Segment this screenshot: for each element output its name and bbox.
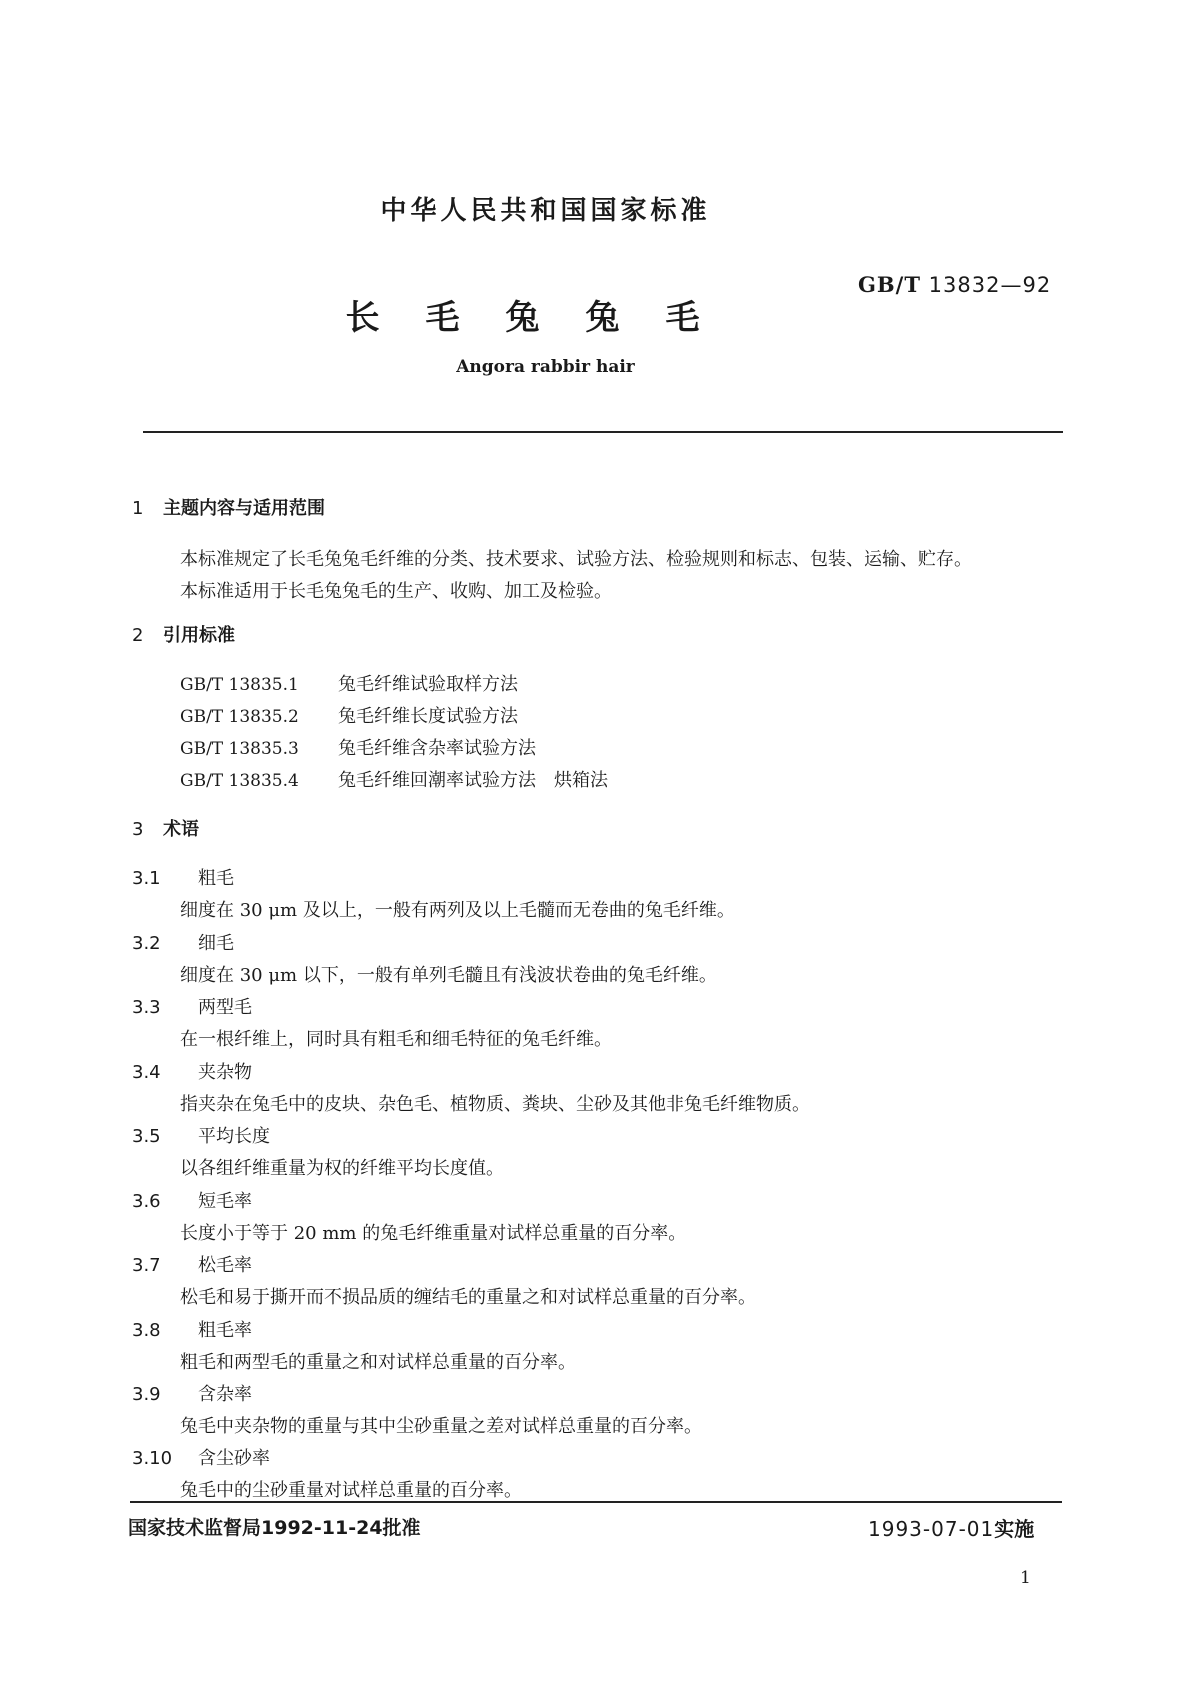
term-name: 粗毛率 <box>198 1320 252 1341</box>
term-heading <box>132 1187 252 1213</box>
section-1-title: 主题内容与适用范围 <box>163 498 325 519</box>
section-1-paragraph-1: 本标准规定了长毛兔兔毛纤维的分类、技术要求、试验方法、检验规则和标志、包装、运输、贮存。 <box>180 549 972 570</box>
term-number: 3.8 <box>132 1320 161 1341</box>
term-name: 两型毛 <box>198 997 252 1018</box>
term-number: 3.4 <box>132 1062 161 1083</box>
term-heading <box>132 1444 270 1470</box>
standard-title: 中华人民共和国国家标准 <box>380 196 711 226</box>
reference-item <box>180 734 536 760</box>
section-2-heading <box>132 621 235 647</box>
term-heading <box>132 1251 252 1277</box>
term-name: 含尘砂率 <box>198 1448 270 1469</box>
reference-code: GB/T 13835.2 <box>180 707 299 727</box>
page-number: 1 <box>1020 1568 1031 1588</box>
term-name: 夹杂物 <box>198 1062 252 1083</box>
standard-code-prefix: GB/T <box>858 272 921 297</box>
term-definition: 松毛和易于撕开而不损品质的缠结毛的重量之和对试样总重量的百分率。 <box>180 1287 756 1308</box>
reference-title: 兔毛纤维回潮率试验方法 烘箱法 <box>338 770 608 791</box>
term-definition: 兔毛中的尘砂重量对试样总重量的百分率。 <box>180 1480 522 1501</box>
term-definition: 指夹杂在兔毛中的皮块、杂色毛、植物质、粪块、尘砂及其他非兔毛纤维物质。 <box>180 1094 810 1115</box>
term-definition: 兔毛中夹杂物的重量与其中尘砂重量之差对试样总重量的百分率。 <box>180 1416 702 1437</box>
term-number: 3.1 <box>132 868 161 889</box>
term-definition: 粗毛和两型毛的重量之和对试样总重量的百分率。 <box>180 1352 576 1373</box>
document-title: 长毛兔兔毛 <box>345 298 746 338</box>
term-heading <box>132 864 234 890</box>
reference-item <box>180 702 518 728</box>
term-number: 3.9 <box>132 1384 161 1405</box>
section-3-title: 术语 <box>163 819 199 840</box>
reference-code: GB/T 13835.1 <box>180 675 299 695</box>
document-subtitle: Angora rabbir hair <box>456 357 635 377</box>
term-heading <box>132 929 234 955</box>
reference-item <box>180 670 518 696</box>
effective-label: 实施 <box>994 1517 1035 1541</box>
reference-title: 兔毛纤维试验取样方法 <box>338 674 518 695</box>
effective-date: 1993-07-01 <box>868 1517 995 1541</box>
section-3-heading <box>132 815 199 841</box>
term-number: 3.6 <box>132 1191 161 1212</box>
term-heading <box>132 1380 252 1406</box>
term-definition: 细度在 30 μm 及以上，一般有两列及以上毛髓而无卷曲的兔毛纤维。 <box>180 900 735 921</box>
header-divider <box>143 431 1063 433</box>
term-definition: 长度小于等于 20 mm 的兔毛纤维重量对试样总重量的百分率。 <box>180 1223 687 1244</box>
term-name: 平均长度 <box>198 1126 270 1147</box>
standard-code-number: 13832—92 <box>928 273 1052 297</box>
term-number: 3.5 <box>132 1126 161 1147</box>
term-number: 3.3 <box>132 997 161 1018</box>
term-definition: 细度在 30 μm 以下，一般有单列毛髓且有浅波状卷曲的兔毛纤维。 <box>180 965 717 986</box>
reference-code: GB/T 13835.3 <box>180 739 299 759</box>
term-heading <box>132 1122 270 1148</box>
term-heading <box>132 993 252 1019</box>
term-number: 3.10 <box>132 1448 173 1469</box>
effective-line <box>868 1513 1034 1542</box>
reference-item <box>180 766 608 792</box>
term-name: 粗毛 <box>198 868 234 889</box>
term-name: 含杂率 <box>198 1384 252 1405</box>
term-name: 松毛率 <box>198 1255 252 1276</box>
term-number: 3.7 <box>132 1255 161 1276</box>
term-heading <box>132 1058 252 1084</box>
section-1-number: 1 <box>132 498 144 519</box>
section-1-paragraph-2: 本标准适用于长毛兔兔毛的生产、收购、加工及检验。 <box>180 581 612 602</box>
footer-divider <box>130 1501 1062 1503</box>
term-heading <box>132 1316 252 1342</box>
section-1-heading <box>132 494 325 520</box>
term-name: 细毛 <box>198 933 234 954</box>
term-definition: 在一根纤维上，同时具有粗毛和细毛特征的兔毛纤维。 <box>180 1029 612 1050</box>
approval-line: 国家技术监督局1992-11-24批准 <box>128 1517 421 1539</box>
reference-title: 兔毛纤维含杂率试验方法 <box>338 738 536 759</box>
section-3-number: 3 <box>132 819 144 840</box>
term-number: 3.2 <box>132 933 161 954</box>
section-2-title: 引用标准 <box>163 625 235 646</box>
reference-title: 兔毛纤维长度试验方法 <box>338 706 518 727</box>
reference-code: GB/T 13835.4 <box>180 771 299 791</box>
section-2-number: 2 <box>132 625 144 646</box>
term-name: 短毛率 <box>198 1191 252 1212</box>
term-definition: 以各组纤维重量为权的纤维平均长度值。 <box>180 1158 504 1179</box>
